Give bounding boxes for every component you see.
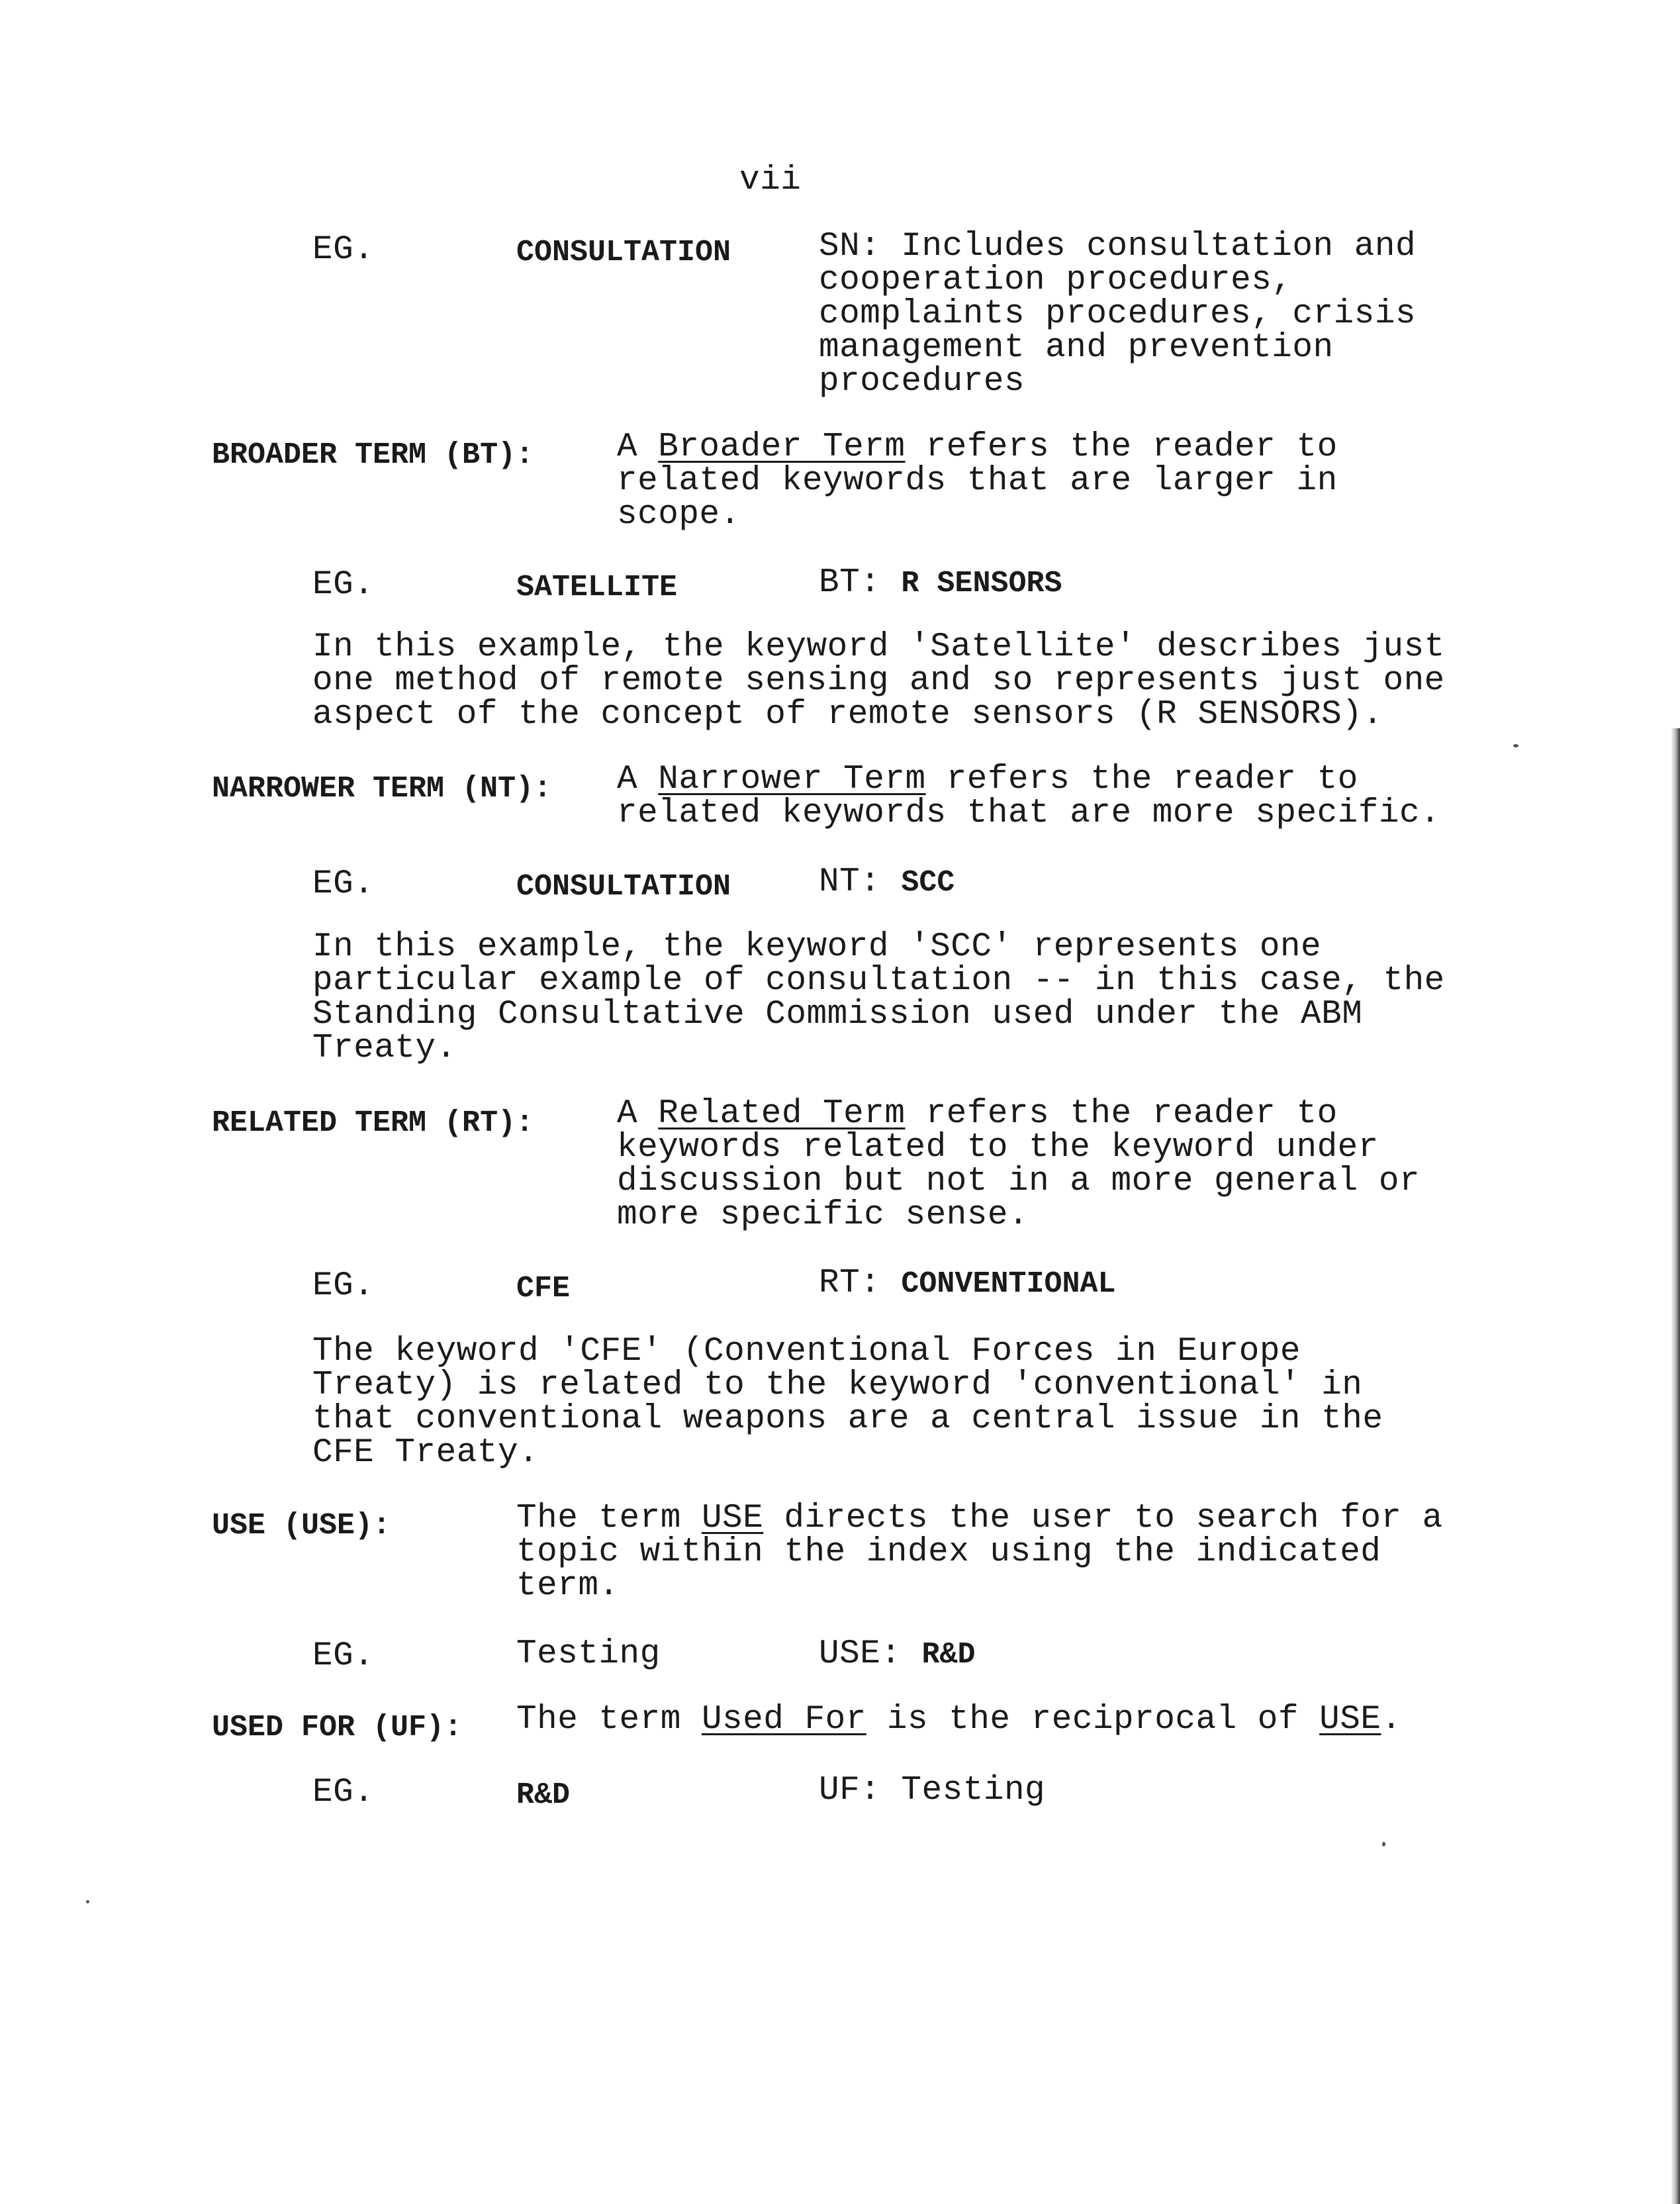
page-number: vii (739, 162, 802, 199)
use-link: USE (701, 1500, 764, 1537)
scope-note-line: procedures (819, 363, 1025, 401)
explanation-line: Treaty) is related to the keyword 'conventional' in (312, 1366, 1363, 1404)
explanation-line: Standing Consultative Commission used under the ABM (312, 996, 1363, 1033)
related-term-link: Related Term (658, 1095, 906, 1133)
example-reference: BT: R SENSORS (819, 564, 1062, 602)
scan-edge-shadow (1671, 728, 1680, 2204)
eg-label: EG. (312, 1267, 375, 1305)
related-term-definition: A Related Term refers the reader to (617, 1095, 1338, 1133)
reference-term: SCC (901, 866, 955, 900)
explanation-line: Treaty. (312, 1030, 457, 1067)
example-reference: UF: Testing (819, 1772, 1046, 1809)
use-link: USE (1319, 1701, 1381, 1739)
scope-note-line: SN: Includes consultation and (819, 228, 1417, 265)
definition-line: related keywords that are more specific. (617, 794, 1441, 832)
explanation-line: In this example, the keyword 'SCC' represents one (312, 928, 1322, 966)
scope-note-line: management and prevention (819, 329, 1334, 367)
explanation-line: one method of remote sensing and so represents just one (312, 662, 1445, 700)
definition-line: more specific sense. (617, 1196, 1029, 1234)
definition-line: term. (516, 1567, 620, 1605)
use-definition: The term USE directs the user to search for a (516, 1500, 1443, 1537)
example-term: CONSULTATION (516, 870, 731, 904)
eg-label: EG. (312, 231, 375, 269)
scope-note-line: complaints procedures, crisis (819, 295, 1417, 333)
eg-label: EG. (312, 1637, 375, 1675)
narrower-term-definition: A Narrower Term refers the reader to (617, 761, 1358, 798)
example-reference: USE: R&D (819, 1635, 976, 1673)
example-term: CFE (516, 1272, 571, 1306)
eg-label: EG. (312, 566, 375, 604)
explanation-line: In this example, the keyword 'Satellite' describes just (312, 628, 1445, 666)
example-reference: NT: SCC (819, 863, 955, 901)
broader-term-link: Broader Term (658, 428, 906, 466)
explanation-line: aspect of the concept of remote sensors (R SENSORS). (312, 696, 1383, 734)
definition-line: scope. (617, 496, 741, 534)
definition-line: related keywords that are larger in (617, 462, 1338, 500)
scan-speck (1382, 1842, 1385, 1846)
narrower-term-link: Narrower Term (658, 761, 926, 798)
explanation-line: particular example of consultation -- in this case, the (312, 962, 1445, 1000)
example-reference: RT: CONVENTIONAL (819, 1265, 1116, 1302)
explanation-line: that conventional weapons are a central issue in the (312, 1400, 1383, 1438)
used-for-definition: The term Used For is the reciprocal of USE. (516, 1701, 1402, 1739)
explanation-line: The keyword 'CFE' (Conventional Forces in Europe (312, 1333, 1301, 1370)
eg-label: EG. (312, 1774, 375, 1811)
used-for-heading: USED FOR (UF): (212, 1711, 463, 1745)
broader-term-definition: A Broader Term refers the reader to (617, 428, 1338, 466)
related-term-heading: RELATED TERM (RT): (212, 1106, 534, 1140)
narrower-term-heading: NARROWER TERM (NT): (212, 772, 552, 806)
explanation-line: CFE Treaty. (312, 1434, 539, 1472)
used-for-link: Used For (701, 1701, 866, 1739)
scope-note-line: cooperation procedures, (819, 262, 1293, 299)
example-term: SATELLITE (516, 571, 678, 604)
reference-term: CONVENTIONAL (901, 1267, 1116, 1301)
definition-line: discussion but not in a more general or (617, 1163, 1421, 1200)
scan-speck (1513, 744, 1518, 747)
scan-speck (86, 1900, 89, 1903)
broader-term-heading: BROADER TERM (BT): (212, 438, 534, 472)
eg-label: EG. (312, 865, 375, 903)
definition-line: topic within the index using the indicated (516, 1533, 1381, 1571)
use-heading: USE (USE): (212, 1509, 391, 1543)
example-term: Testing (516, 1635, 661, 1673)
definition-line: keywords related to the keyword under (617, 1129, 1379, 1167)
reference-term: R SENSORS (901, 567, 1062, 600)
example-term: CONSULTATION (516, 236, 731, 269)
reference-term: R&D (921, 1638, 976, 1672)
example-term: R&D (516, 1778, 571, 1812)
